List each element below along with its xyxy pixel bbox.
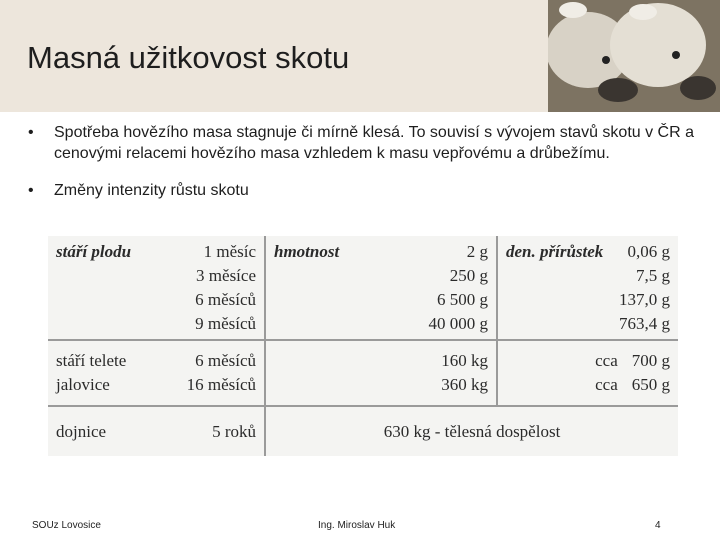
gain-value: 700 g (631, 351, 670, 370)
gain-value: 650 g (631, 375, 670, 394)
gain-value: 0,06 g (627, 241, 670, 261)
weight-value: 2 g (466, 241, 488, 261)
age-value: 1 měsíc (203, 241, 256, 261)
weight-value: 250 g (449, 265, 488, 285)
category-label: stáří telete (56, 351, 127, 370)
age-value: 6 měsíců (195, 351, 256, 370)
young-gain-cell (497, 340, 678, 406)
page-number: 4 (655, 520, 661, 531)
fetus-group-row (48, 236, 678, 340)
cow-age-cell (48, 406, 265, 456)
age-value: 6 měsíců (195, 289, 256, 309)
header-fetus-age: stáří plodu (56, 241, 132, 261)
growth-table-image (48, 236, 678, 456)
bullet-item (28, 180, 708, 201)
bullet-text: Změny intenzity růstu skotu (54, 182, 249, 199)
age-value: 16 měsíců (186, 375, 256, 394)
young-weight-cell (265, 340, 497, 406)
fetus-gain-cell (497, 236, 678, 340)
footer-school: SOUz Lovosice (32, 520, 101, 531)
approx-label: cca (595, 351, 618, 370)
bullet-item (28, 122, 708, 164)
maturity-note: 630 kg - tělesná dospělost (383, 421, 561, 441)
category-label: jalovice (56, 375, 110, 394)
weight-value: 160 kg (441, 351, 488, 370)
category-label: dojnice (56, 421, 107, 441)
cattle-illustration (548, 0, 720, 112)
weight-value: 360 kg (441, 375, 488, 394)
bullet-dot: • (28, 124, 34, 141)
slide-header (0, 0, 720, 112)
cow-row (48, 406, 678, 456)
fetus-weight-cell (265, 236, 497, 340)
bullet-list (28, 122, 708, 217)
cow-note-cell (265, 406, 678, 456)
bullet-dot: • (28, 182, 34, 199)
weight-value: 6 500 g (437, 289, 488, 309)
gain-value: 137,0 g (619, 289, 670, 309)
young-age-cell (48, 340, 265, 406)
header-weight: hmotnost (274, 241, 340, 261)
gain-value: 7,5 g (636, 265, 670, 285)
growth-table (48, 236, 678, 456)
header-daily-gain: den. přírůstek (506, 241, 604, 261)
approx-label: cca (595, 375, 618, 394)
age-value: 5 roků (212, 421, 256, 441)
gain-value: 763,4 g (619, 313, 670, 333)
weight-value: 40 000 g (428, 313, 488, 333)
young-cattle-row (48, 340, 678, 406)
slide-title: Masná užitkovost skotu (27, 40, 350, 75)
footer-author: Ing. Miroslav Huk (318, 520, 396, 531)
age-value: 9 měsíců (195, 313, 256, 333)
bullet-text: Spotřeba hovězího masa stagnuje či mírně klesá. To souvisí s vývojem stavů skotu v ČR a cenovými relacemi hovězího masa vzhledem k masu vepřovému a drůbežímu. (54, 124, 694, 162)
fetus-age-cell (48, 236, 265, 340)
cattle-photo (548, 0, 720, 112)
age-value: 3 měsíce (196, 265, 256, 285)
